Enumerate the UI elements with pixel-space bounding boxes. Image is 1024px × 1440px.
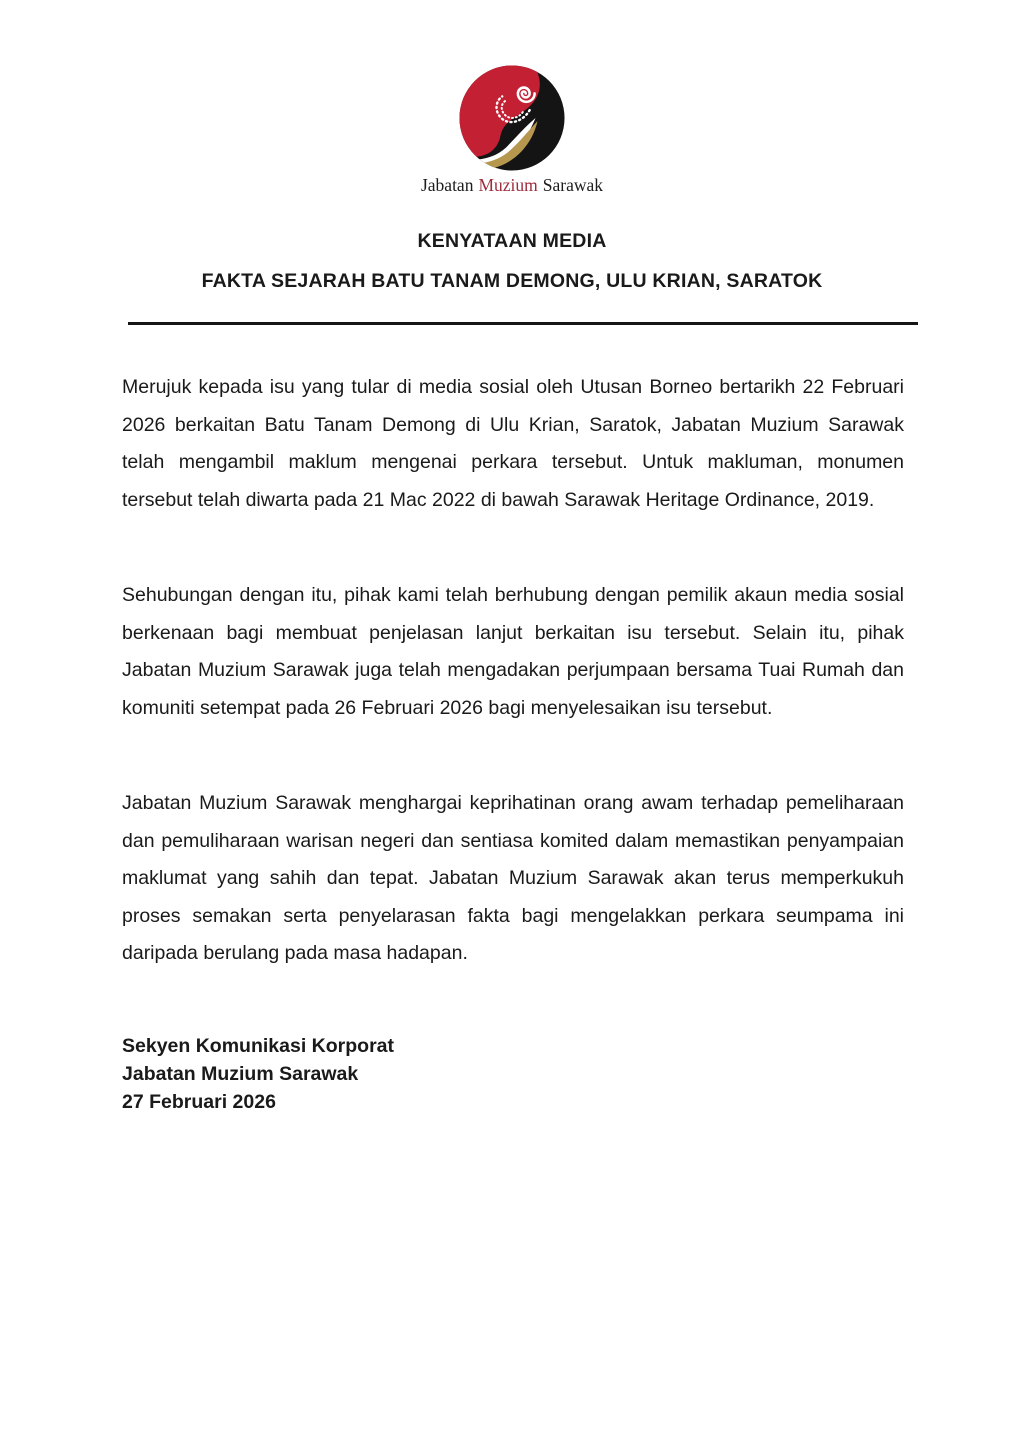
logo-caption-word: Jabatan bbox=[420, 175, 474, 195]
body-paragraph-3: Jabatan Muzium Sarawak menghargai keprihatinan orang awam terhadap pemeliharaan dan pemuliharaan warisan negeri dan sentiasa komited dalam memastikan penyampaian maklumat yang sahih dan tepat. Jabatan Muzium Sarawak akan terus memperkukuh proses semakan serta penyelarasan fakta bagi mengelakkan perkara seumpama ini daripada berulang pada masa hadapan. bbox=[122, 792, 904, 964]
page-title: KENYATAAN MEDIA bbox=[417, 230, 607, 252]
body-paragraph-2: Sehubungan dengan itu, pihak kami telah berhubung dengan pemilik akaun media sosial berkenaan bagi membuat penjelasan lanjut berkaitan isu tersebut. Selain itu, pihak Jabatan Muzium Sarawak juga telah mengadakan perjumpaan bersama Tuai Rumah dan komuniti setempat pada 26 Februari 2026 bagi menyelesaikan isu tersebut. bbox=[122, 584, 904, 719]
document-body bbox=[122, 369, 904, 973]
jabatan-muzium-sarawak-logo-icon bbox=[458, 64, 566, 172]
logo-caption-word: Sarawak bbox=[542, 175, 604, 195]
logo-section bbox=[0, 0, 1024, 196]
signature-block bbox=[122, 1032, 904, 1116]
signature-organization: Jabatan Muzium Sarawak bbox=[122, 1062, 359, 1085]
title-divider bbox=[128, 322, 918, 325]
signature-department: Sekyen Komunikasi Korporat bbox=[122, 1034, 394, 1057]
document-header bbox=[0, 230, 1024, 293]
body-paragraph-1: Merujuk kepada isu yang tular di media sosial oleh Utusan Borneo bertarikh 22 Februari 2026 berkaitan Batu Tanam Demong di Ulu Krian, Saratok, Jabatan Muzium Sarawak telah mengambil maklum mengenai perkara tersebut. Untuk makluman, monumen tersebut telah diwarta pada 21 Mac 2022 di bawah Sarawak Heritage Ordinance, 2019. bbox=[122, 376, 904, 511]
signature-date: 27 Februari 2026 bbox=[122, 1090, 276, 1113]
logo-caption-word-accent: Muzium bbox=[478, 175, 538, 195]
logo-caption bbox=[421, 175, 603, 196]
page-subtitle: FAKTA SEJARAH BATU TANAM DEMONG, ULU KRIAN, SARATOK bbox=[201, 270, 823, 292]
